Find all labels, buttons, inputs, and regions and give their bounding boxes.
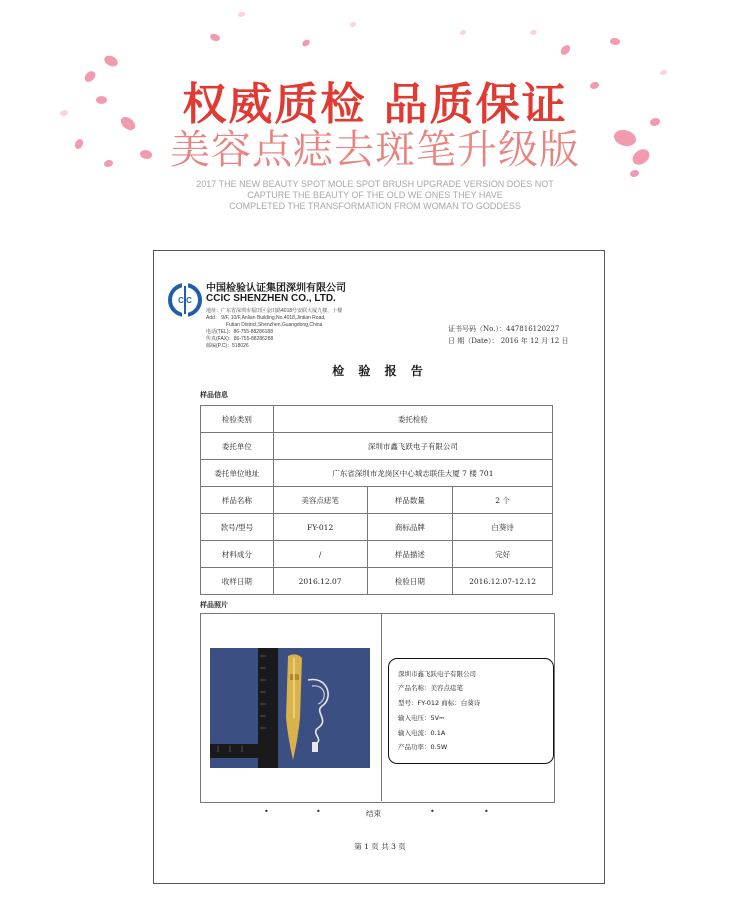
certificate-number: 证书号码（No.）：447816120227 <box>448 325 560 333</box>
photo-box-divider <box>381 613 382 801</box>
label-power: 产品功率：0.5W <box>398 743 448 751</box>
table-value-cell: 深圳市鑫飞跃电子有限公司 <box>273 433 552 460</box>
org-name-cn: 中国检验认证集团深圳有限公司 <box>206 283 346 294</box>
tagline-line: 2017 THE NEW BEAUTY SPOT MOLE SPOT BRUSH UPGRADE VERSION DOES NOT <box>196 179 554 189</box>
table-value-cell: FY-012 <box>273 514 367 541</box>
table-value-cell: 广东省深圳市龙岗区中心城志联佳大厦 7 楼 701 <box>273 460 552 487</box>
section-sample-photo: 样品照片 <box>200 600 228 609</box>
petal-decoration <box>530 30 537 35</box>
table-label-cell: 款号/型号 <box>201 514 274 541</box>
sample-info-table <box>200 405 553 595</box>
table-label-cell: 检验类别 <box>201 406 274 433</box>
certificate-info <box>448 324 568 346</box>
petal-decoration <box>209 32 221 43</box>
table-row <box>201 406 553 433</box>
logo-text: CIC <box>178 296 192 305</box>
table-value-cell: 白葵诗 <box>453 514 553 541</box>
label-company: 深圳市鑫飞跃电子有限公司 <box>398 670 476 678</box>
table-value-cell: 2016.12.07 <box>273 568 367 595</box>
address-line: 传真(FAX)：86-755-88286288 <box>206 336 274 342</box>
table-label-cell: 材料成分 <box>201 541 274 568</box>
sample-photo <box>210 648 370 768</box>
petal-decoration <box>238 12 245 17</box>
end-dot: • <box>430 807 435 816</box>
table-label-cell: 样品描述 <box>367 541 453 568</box>
table-label-cell: 商标品牌 <box>367 514 453 541</box>
address-line: Futian District,Shenzhen,Guangdong,China <box>226 322 323 328</box>
label-input-current: 输入电流：0.1A <box>398 729 446 737</box>
table-label-cell: 检验日期 <box>367 568 453 595</box>
address-line: 地址：广东省深圳市福田区金田路4018号安联大厦九楼、十楼 <box>206 308 343 314</box>
certificate-date: 日 期（Date）： 2016 年 12 月 12 日 <box>448 337 569 345</box>
end-text: 结束 <box>366 809 381 818</box>
label-model-brand: 型号：FY-012 商标：白葵诗 <box>398 699 481 707</box>
table-row <box>201 541 553 568</box>
tagline-line: COMPLETED THE TRANSFORMATION FROM WOMAN TO GODDESS <box>229 201 521 211</box>
table-row <box>201 487 553 514</box>
petal-decoration <box>609 37 621 47</box>
address-line: Add： 9/F, 10/F,Anlian Building,No.4018,Jintian Road, <box>206 315 326 321</box>
petal-decoration <box>559 44 573 57</box>
banner-tagline <box>150 179 600 212</box>
table-value-cell: / <box>273 541 367 568</box>
end-dot: • <box>264 807 269 816</box>
label-input-voltage: 输入电压：5V⎓ <box>398 714 445 722</box>
table-label-cell: 委托单位 <box>201 433 274 460</box>
tagline-line: CAPTURE THE BEAUTY OF THE OLD WE ONES THEY HAVE <box>247 190 503 200</box>
banner-headline: 权威质检 品质保证 <box>182 79 568 130</box>
table-label-cell: 收样日期 <box>201 568 274 595</box>
org-address-block <box>206 308 421 350</box>
table-value-cell: 美容点痣笔 <box>273 487 367 514</box>
label-product-name: 产品名称：美容点痣笔 <box>398 684 463 692</box>
end-dot: • <box>484 807 489 816</box>
report-title: 检 验 报 告 <box>332 364 428 378</box>
table-value-cell: 完好 <box>453 541 553 568</box>
table-row <box>201 568 553 595</box>
petal-decoration <box>102 53 119 70</box>
banner-subhead: 美容点痣去斑笔升级版 <box>170 127 580 173</box>
org-name-en: CCIC SHENZHEN CO., LTD. <box>206 293 336 304</box>
table-label-cell: 样品名称 <box>201 487 274 514</box>
pen-photo-illustration <box>210 648 370 768</box>
table-label-cell: 样品数量 <box>367 487 453 514</box>
table-row <box>201 514 553 541</box>
ccic-logo-icon <box>168 283 202 317</box>
table-row <box>201 460 553 487</box>
end-dot: • <box>316 807 321 816</box>
petal-decoration <box>350 22 356 27</box>
address-line: 电话(TEL)：86-755-88286188 <box>206 329 273 335</box>
table-value-cell: 2016.12.07-12.12 <box>453 568 553 595</box>
table-label-cell: 委托单位地址 <box>201 460 274 487</box>
petal-decoration <box>301 39 311 47</box>
table-row <box>201 433 553 460</box>
table-value-cell: 委托检验 <box>273 406 552 433</box>
table-value-cell: 2 个 <box>453 487 553 514</box>
section-sample-info: 样品信息 <box>200 390 228 399</box>
inspection-report-document <box>153 250 605 884</box>
ruler-horizontal <box>210 744 278 758</box>
report-end-row <box>154 807 606 821</box>
petal-decoration <box>460 30 466 35</box>
address-line: 邮编(P.C)：518026 <box>206 343 249 349</box>
page-number: 第 1 页 共 3 页 <box>354 842 406 851</box>
